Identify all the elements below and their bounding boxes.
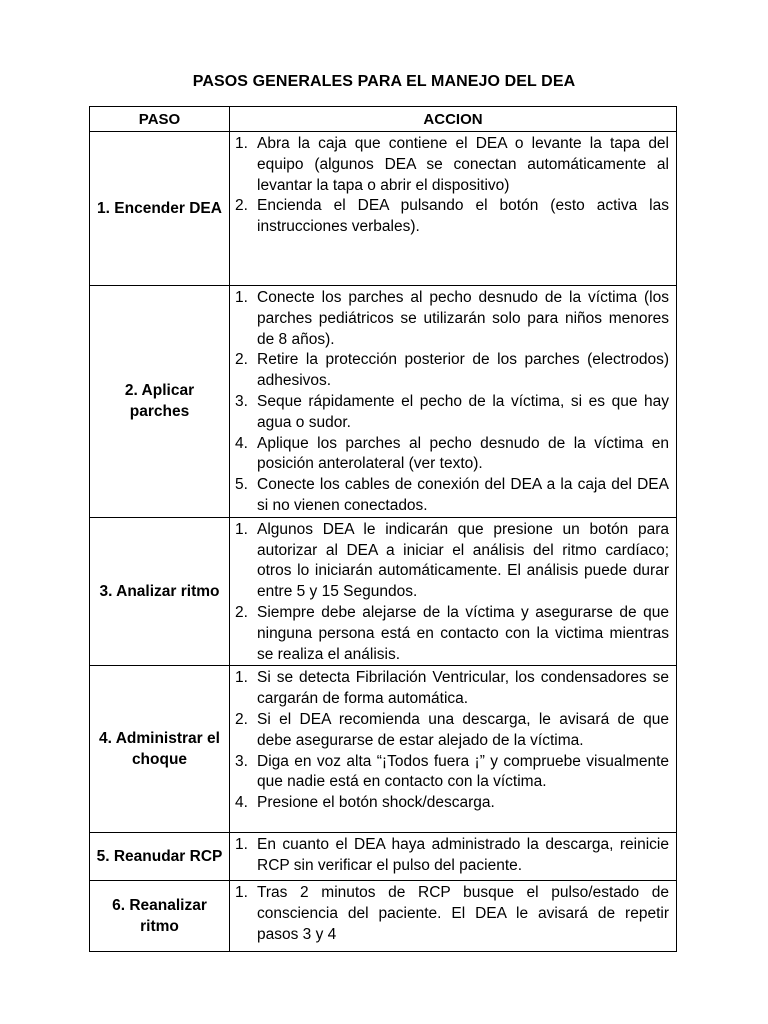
list-item [235, 134, 669, 196]
list-item [235, 835, 669, 877]
paso-label: 6. Reanalizar ritmo [112, 897, 207, 936]
list-item [235, 793, 669, 814]
accion-list [235, 134, 669, 238]
item-text: En cuanto el DEA haya administrado la descarga, reinicie RCP sin verificar el pulso del paciente. [257, 836, 669, 875]
accion-list [235, 883, 669, 945]
accion-list [235, 520, 669, 666]
document-title: PASOS GENERALES PARA EL MANEJO DEL DEA [192, 73, 576, 90]
accion-cell [230, 286, 677, 518]
item-number: 4. [235, 794, 248, 812]
item-text: Conecte los cables de conexión del DEA a la caja del DEA si no vienen conectados. [257, 476, 669, 514]
item-text: Retire la protección posterior de los parches (electrodos) adhesivos. [257, 351, 669, 390]
paso-label: 2. Aplicar parches [124, 382, 195, 421]
item-number: 2. [235, 197, 248, 215]
item-text: Conecte los parches al pecho desnudo de la víctima (los parches pediátricos se utilizarán solo para niños menores de 8 años). [257, 289, 669, 348]
list-item [235, 752, 669, 794]
table-row [90, 833, 677, 881]
accion-list [235, 835, 669, 877]
accion-list [235, 668, 669, 814]
paso-cell [90, 132, 230, 286]
item-number: 1. [235, 135, 248, 152]
header-paso: PASO [90, 107, 230, 132]
table-row [90, 517, 677, 666]
item-number: 1. [235, 669, 248, 687]
table-header-row [90, 107, 677, 132]
paso-cell [90, 286, 230, 518]
paso-label: 5. Reanudar RCP [96, 848, 223, 866]
dea-steps-table [89, 106, 677, 952]
item-text: Seque rápidamente el pecho de la víctima, si es que hay agua o sudor. [257, 392, 669, 431]
list-item [235, 196, 669, 238]
paso-cell [90, 666, 230, 833]
item-number: 2. [235, 710, 248, 728]
item-number: 2. [235, 603, 248, 621]
item-text: Si el DEA recomienda una descarga, le avisará de que debe asegurarse de estar alejado de la víctima. [257, 710, 669, 749]
item-text: Aplique los parches al pecho desnudo de la víctima en posición anterolateral (ver texto). [257, 434, 669, 473]
table-row [90, 666, 677, 833]
item-text: Abra la caja que contiene el DEA o levante la tapa del equipo (algunos DEA se conectan automáticamente al levantar la tapa o abrir el dispositivo) [257, 135, 669, 194]
list-item [235, 475, 669, 517]
item-text: Si se detecta Fibrilación Ventricular, los condensadores se cargarán de forma automática. [257, 669, 669, 708]
accion-list [235, 288, 669, 517]
list-item [235, 520, 669, 603]
list-item [235, 434, 669, 476]
item-text: Siempre debe alejarse de la víctima y asegurarse de que ninguna persona está en contacto con la victima mientras se realiza el análisis. [257, 603, 669, 663]
list-item [235, 668, 669, 710]
list-item [235, 710, 669, 752]
table-row [90, 286, 677, 518]
list-item [235, 883, 669, 945]
paso-cell [90, 881, 230, 952]
paso-cell [90, 833, 230, 881]
accion-cell [230, 881, 677, 952]
accion-cell [230, 666, 677, 833]
item-text: Presione el botón shock/descarga. [257, 794, 495, 812]
accion-cell [230, 517, 677, 666]
item-text: Tras 2 minutos de RCP busque el pulso/estado de consciencia del paciente. El DEA le avisará de repetir pasos 3 y 4 [257, 884, 669, 943]
paso-label: 1. Encender DEA [97, 200, 222, 217]
paso-label: 4. Administrar el choque [99, 730, 220, 769]
item-number: 1. [235, 520, 248, 538]
item-number: 1. [235, 884, 248, 902]
item-number: 1. [235, 836, 248, 854]
item-text: Encienda el DEA pulsando el botón (esto activa las instrucciones verbales). [257, 197, 669, 236]
table-row [90, 881, 677, 952]
list-item [235, 603, 669, 665]
item-number: 2. [235, 351, 248, 369]
item-number: 3. [235, 392, 248, 410]
accion-cell [230, 833, 677, 881]
item-number: 5. [235, 476, 248, 494]
header-accion: ACCION [230, 107, 677, 132]
item-text: Diga en voz alta “¡Todos fuera ¡” y compruebe visualmente que nadie está en contacto con la víctima. [257, 752, 669, 791]
item-text: Algunos DEA le indicarán que presione un botón para autorizar al DEA a iniciar el análisis del ritmo cardíaco; otros lo iniciarán automáticamente. El análisis puede durar entre 5 y 15 Segundos. [257, 520, 669, 601]
list-item [235, 392, 669, 434]
list-item [235, 350, 669, 392]
paso-cell [90, 517, 230, 666]
paso-label: 3. Analizar ritmo [99, 583, 220, 601]
list-item [235, 288, 669, 350]
item-number: 4. [235, 434, 248, 452]
table-row [90, 132, 677, 286]
accion-cell [230, 132, 677, 286]
item-number: 1. [235, 289, 248, 306]
item-number: 3. [235, 752, 248, 770]
